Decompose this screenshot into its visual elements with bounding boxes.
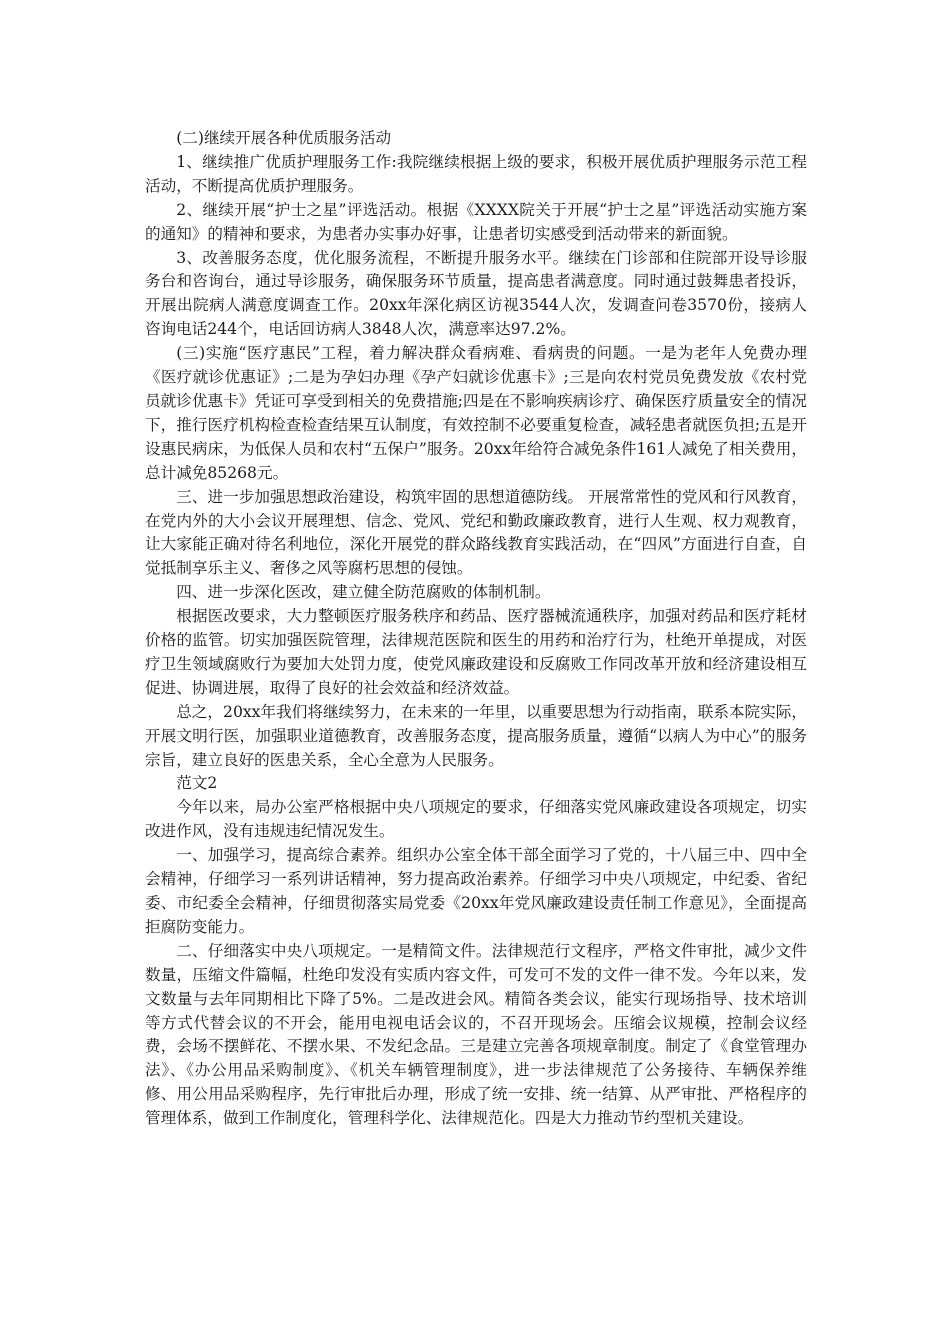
section-heading: (二)继续开展各种优质服务活动 <box>176 129 392 147</box>
paragraph: (三)实施“医疗惠民”工程，着力解决群众看病难、看病贵的问题。一是为老年人免费办理《医疗就诊优惠证》;二是为孕妇办理《孕产妇就诊优惠卡》;三是向农村党员免费发放《农村党员就诊优惠卡》凭证可享受到相关的免费措施;四是在不影响疾病诊疗、确保医疗质量安全的情况下，推行医疗机构检查检查结果互认制度，有效控制不必要重复检查，减轻患者就医负担;五是开设惠民病床，为低保人员和农村“五保户”服务。20xx年给符合减免条件161人减免了相关费用，总计减免85268元。 <box>145 344 807 482</box>
paragraph: 三、进一步加强思想政治建设，构筑牢固的思想道德防线。 开展常常性的党风和行风教育，在党内外的大小会议开展理想、信念、党风、党纪和勤政廉政教育，进行人生观、权力观教育，让大家能正确对待名利地位，深化开展党的群众路线教育实践活动，在“四风”方面进行自查，自觉抵制享乐主义、奢侈之风等腐朽思想的侵蚀。 <box>145 487 807 578</box>
paragraph: 今年以来，局办公室严格根据中央八项规定的要求，仔细落实党风廉政建设各项规定，切实改进作风，没有违规违纪情况发生。 <box>145 798 807 841</box>
paragraph: 一、加强学习，提高综合素养。组织办公室全体干部全面学习了党的，十八届三中、四中全会精神，仔细学习一系列讲话精神，努力提高政治素养。仔细学习中央八项规定，中纪委、省纪委、市纪委全会精神，仔细贯彻落实局党委《20xx年党风廉政建设责任制工作意见》，全面提高拒腐防变能力。 <box>145 846 807 936</box>
paragraph: 总之，20xx年我们将继续努力，在未来的一年里，以重要思想为行动指南，联系本院实际，开展文明行医，加强职业道德教育，改善服务态度，提高服务质量，遵循“以病人为中心”的服务宗旨，建立良好的医患关系，全心全意为人民服务。 <box>145 702 807 769</box>
section-heading: 范文2 <box>176 774 218 793</box>
section-heading: 四、进一步深化医改，建立健全防范腐败的体制机制。 <box>176 583 551 602</box>
paragraph: 2、继续开展“护士之星”评选活动。根据《XXXX院关于开展“护士之星”评选活动实施方案的通知》的精神和要求，为患者办实事办好事，让患者切实感受到活动带来的新面貌。 <box>145 200 807 243</box>
paragraph: 根据医改要求，大力整顿医疗服务秩序和药品、医疗器械流通秩序，加强对药品和医疗耗材价格的监管。切实加强医院管理，法律规范医院和医生的用药和治疗行为，杜绝开单提成，对医疗卫生领域腐败行为要加大处罚力度，使党风廉政建设和反腐败工作同改革开放和经济建设相互促进、协调进展，取得了良好的社会效益和经济效益。 <box>145 607 807 697</box>
document-body <box>145 127 807 1131</box>
paragraph: 1、继续推广优质护理服务工作:我院继续根据上级的要求，积极开展优质护理服务示范工程活动，不断提高优质护理服务。 <box>145 152 807 195</box>
paragraph: 二、仔细落实中央八项规定。一是精简文件。法律规范行文程序，严格文件审批，减少文件数量，压缩文件篇幅，杜绝印发没有实质内容文件，可发可不发的文件一律不发。今年以来，发文数量与去年同期相比下降了5%。二是改进会风。精简各类会议，能实行现场指导、技术培训等方式代替会议的不开会，能用电视电话会议的，不召开现场会。压缩会议规模，控制会议经费，会场不摆鲜花、不摆水果、不发纪念品。三是建立完善各项规章制度。制定了《食堂管理办法》、《办公用品采购制度》、《机关车辆管理制度》，进一步法律规范了公务接待、车辆保养维修、用公用品采购程序，先行审批后办理，形成了统一安排、统一结算、从严审批、严格程序的管理体系，做到工作制度化，管理科学化、法律规范化。四是大力推动节约型机关建设。 <box>145 941 807 1128</box>
paragraph: 3、改善服务态度，优化服务流程，不断提升服务水平。继续在门诊部和住院部开设导诊服务台和咨询台，通过导诊服务，确保服务环节质量，提高患者满意度。同时通过鼓舞患者投诉，开展出院病人满意度调查工作。20xx年深化病区访视3544人次，发调查问卷3570份，接病人咨询电话244个，电话回访病人3848人次，满意率达97.2%。 <box>145 248 807 339</box>
